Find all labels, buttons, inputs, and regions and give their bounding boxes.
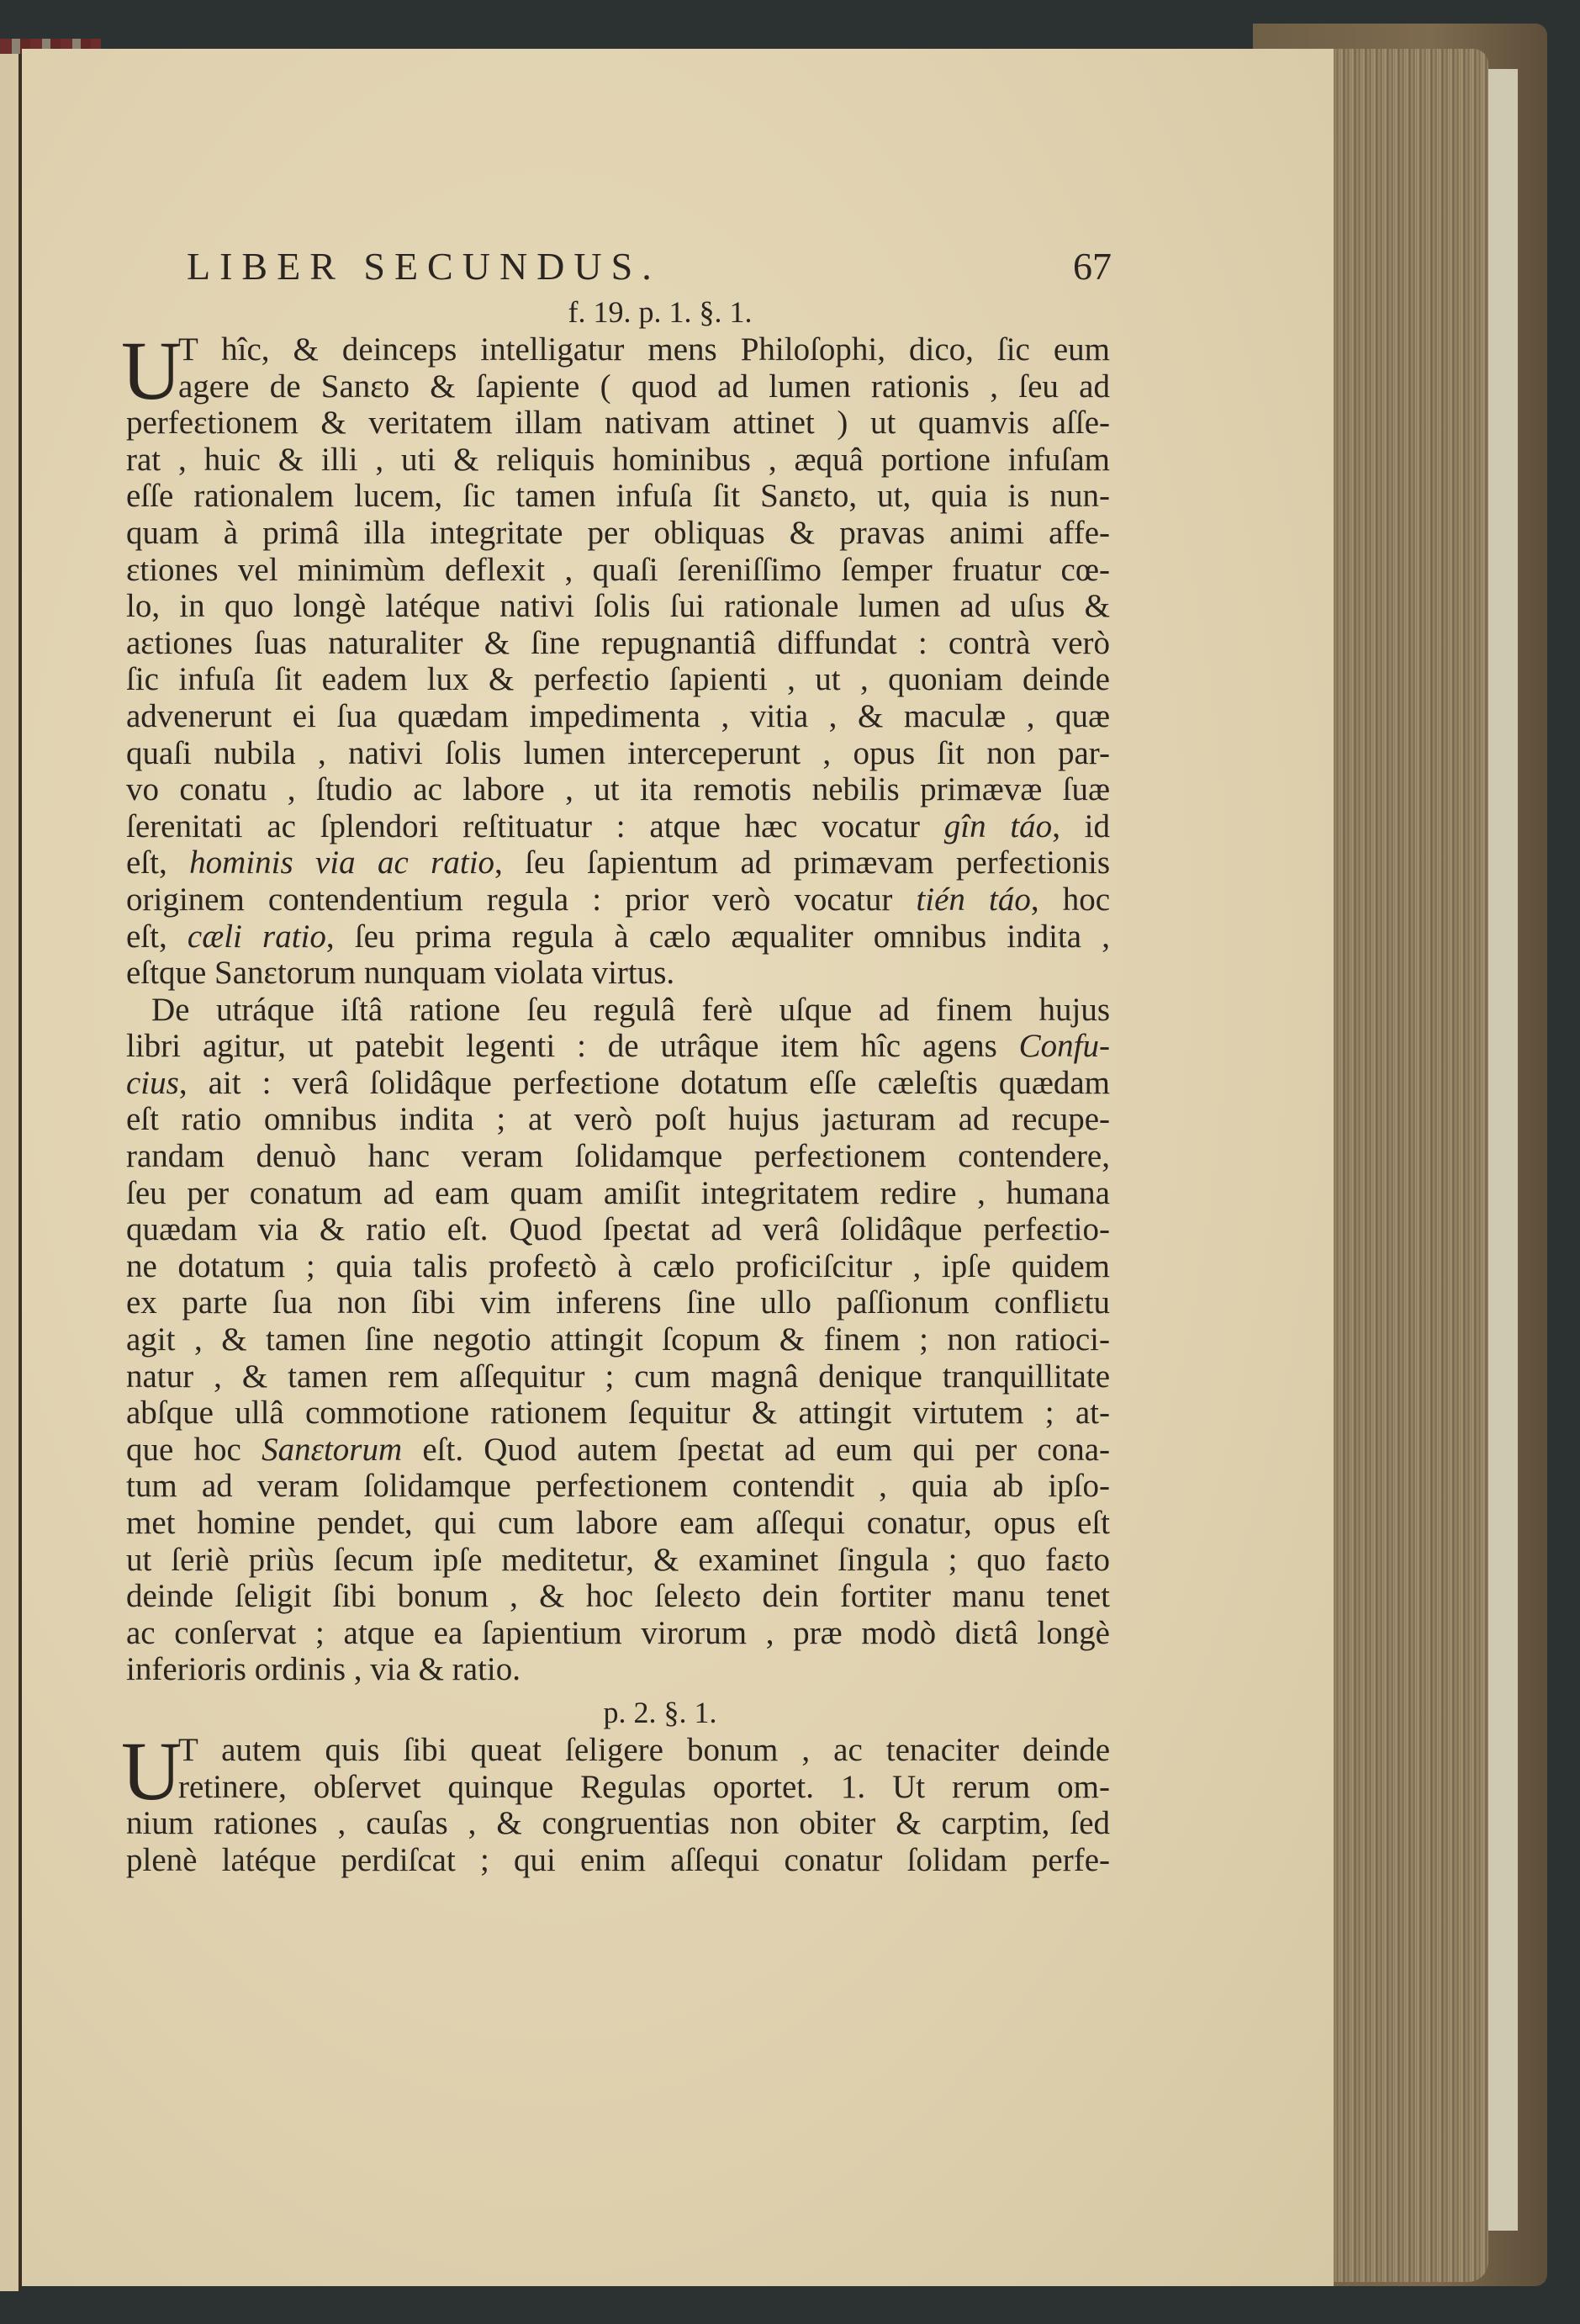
line-text: , ait : verâ ſolidâque perfeɛtione dotatum eſſe cæleſtis quædam: [178, 1064, 1110, 1101]
drop-cap: U: [121, 324, 182, 417]
section-reference: f. 19. p. 1. §. 1.: [568, 295, 753, 329]
text-line: abſque ullâ commotione rationem ſequitur & attingit virtutem ; at-: [126, 1395, 1110, 1432]
facing-page: [0, 54, 20, 2291]
text-line: vo conatu , ſtudio ac labore , ut ita remotis nebilis primævæ ſuæ: [126, 771, 1110, 808]
italic-term: Sanɛtorum: [262, 1431, 403, 1468]
text-line: T hîc, & deinceps intelligatur mens Philoſophi, dico, ſic eum: [178, 331, 1110, 368]
text-line: De utráque iſtâ ratione ſeu regulâ ferè uſque ad finem hujus: [151, 991, 1110, 1028]
paragraph-1: [121, 324, 1110, 992]
text-line: ɛtiones vel minimùm deflexit , quaſi ſereniſſimo ſemper fruatur cœ-: [126, 551, 1110, 588]
text-line: inferioris ordinis , via & ratio.: [126, 1651, 521, 1688]
text-line: retinere, obſervet quinque Regulas oportet. 1. Ut rerum om-: [178, 1768, 1110, 1805]
drop-cap: U: [121, 1723, 182, 1818]
text-line: nium rationes , cauſas , & congruentias non obiter & carptim, ſed: [126, 1805, 1110, 1842]
text-line: perfeɛtionem & veritatem illam nativam attinet ) ut quamvis aſſe-: [126, 405, 1110, 442]
italic-term: tién táo: [916, 881, 1031, 918]
text-line: ac conſervat ; atque ea ſapientium virorum , præ modò diɛtâ longè: [126, 1614, 1110, 1651]
line-text: eſt,: [126, 844, 167, 881]
text-line: [126, 1065, 1110, 1102]
text-line: [126, 1432, 1110, 1469]
italic-term: cius: [126, 1064, 179, 1101]
text-line: met homine pendet, qui cum labore eam aſſequi conatur, opus eſt: [126, 1505, 1110, 1541]
text-line: ex parte ſua non ſibi vim inferens ſine ullo paſſionum confliɛtu: [126, 1284, 1110, 1321]
text-line: aɛtiones ſuas naturaliter & ſine repugnantiâ diffundat : contrà verò: [126, 624, 1110, 661]
text-line: agere de Sanɛto & ſapiente ( quod ad lumen rationis , ſeu ad: [178, 368, 1110, 405]
page-edges: [1329, 49, 1488, 2282]
body-text: [121, 294, 1110, 1878]
text-line: eſtque Sanɛtorum nunquam violata virtus.: [126, 955, 675, 992]
section-reference: p. 2. §. 1.: [603, 1695, 717, 1729]
text-line: eſt ratio omnibus indita ; at verò poſt hujus jaɛturam ad recupe-: [126, 1101, 1110, 1138]
page-number: 67: [1073, 245, 1112, 288]
text-line: ſic infuſa ſit eadem lux & perfeɛtio ſapienti , ut , quoniam deinde: [126, 661, 1110, 698]
text-line: quaſi nubila , nativi ſolis lumen interceperunt , opus ſit non par-: [126, 734, 1110, 771]
text-line: T autem quis ſibi queat ſeligere bonum , ac tenaciter deinde: [178, 1731, 1110, 1768]
endpaper: [1484, 69, 1518, 2231]
text-line: randam denuò hanc veram ſolidamque perfeɛtionem contendere,: [126, 1138, 1110, 1175]
text-line: advenerunt ei ſua quædam impedimenta , vitia , & maculæ , quæ: [126, 697, 1110, 734]
italic-term: hominis via ac ratio: [189, 844, 495, 881]
text-line: natur , & tamen rem aſſequitur ; cum magnâ denique tranquillitate: [126, 1358, 1110, 1395]
text-line: quædam via & ratio eſt. Quod ſpeɛtat ad verâ ſolidâque perfeɛtio-: [126, 1211, 1110, 1248]
text-line: [126, 1028, 1110, 1065]
line-text: originem contendentium regula : prior verò vocatur: [126, 881, 893, 918]
running-head-title: LIBER SECUNDUS.: [187, 245, 661, 288]
text-line: deinde ſeligit ſibi bonum , & hoc ſeleɛto dein fortiter manu tenet: [126, 1578, 1110, 1615]
line-text: ſerenitati ac ſplendori reſtituatur : atque hæc vocatur: [126, 807, 921, 844]
line-text: , ſeu ſapientum ad primævam perfeɛtionis: [494, 844, 1110, 881]
line-text: libri agitur, ut patebit legenti : de utrâque item hîc agens: [126, 1028, 997, 1065]
line-text: , hoc: [1030, 881, 1110, 918]
text-line: rat , huic & illi , uti & reliquis hominibus , æquâ portione infuſam: [126, 441, 1110, 478]
text-line: tum ad veram ſolidamque perfeɛtionem contendit , quia ab ipſo-: [126, 1468, 1110, 1505]
paragraph-2: [126, 992, 1110, 1688]
line-text: eſt. Quod autem ſpeɛtat ad eum qui per cona-: [422, 1431, 1110, 1468]
line-text: eſt,: [126, 918, 167, 955]
text-line: ſeu per conatum ad eam quam amiſit integritatem redire , humana: [126, 1174, 1110, 1211]
line-text: que hoc: [126, 1431, 241, 1468]
text-line: [126, 808, 1110, 845]
text-line: agit , & tamen ſine negotio attingit ſcopum & finem ; non ratioci-: [126, 1321, 1110, 1358]
text-line: [126, 881, 1110, 918]
italic-term: cæli ratio: [187, 918, 326, 955]
paragraph-3: [121, 1723, 1110, 1878]
running-head: [187, 244, 1112, 294]
line-text: , ſeu prima regula à cælo æqualiter omnibus indita ,: [325, 918, 1110, 955]
text-line: ut ſeriè priùs ſecum ipſe meditetur, & examinet ſingula ; quo faɛto: [126, 1541, 1110, 1578]
text-line: plenè latéque perdiſcat ; qui enim aſſequi conatur ſolidam perfe-: [126, 1841, 1110, 1878]
italic-term: gîn táo: [943, 807, 1053, 844]
text-line: eſſe rationalem lucem, ſic tamen infuſa ſit Sanɛto, ut, quia is nun-: [126, 478, 1110, 515]
text-line: [126, 844, 1110, 881]
text-line: quam à primâ illa integritate per obliquas & pravas animi affe-: [126, 514, 1110, 551]
line-text: , id: [1052, 807, 1110, 844]
italic-term: Confu-: [1018, 1028, 1110, 1065]
text-line: lo, in quo longè latéque nativi ſolis ſui rationale lumen ad uſus &: [126, 588, 1110, 625]
text-line: ne dotatum ; quia talis profeɛtò à cælo proficiſcitur , ipſe quidem: [126, 1247, 1110, 1284]
text-line: [126, 918, 1110, 956]
